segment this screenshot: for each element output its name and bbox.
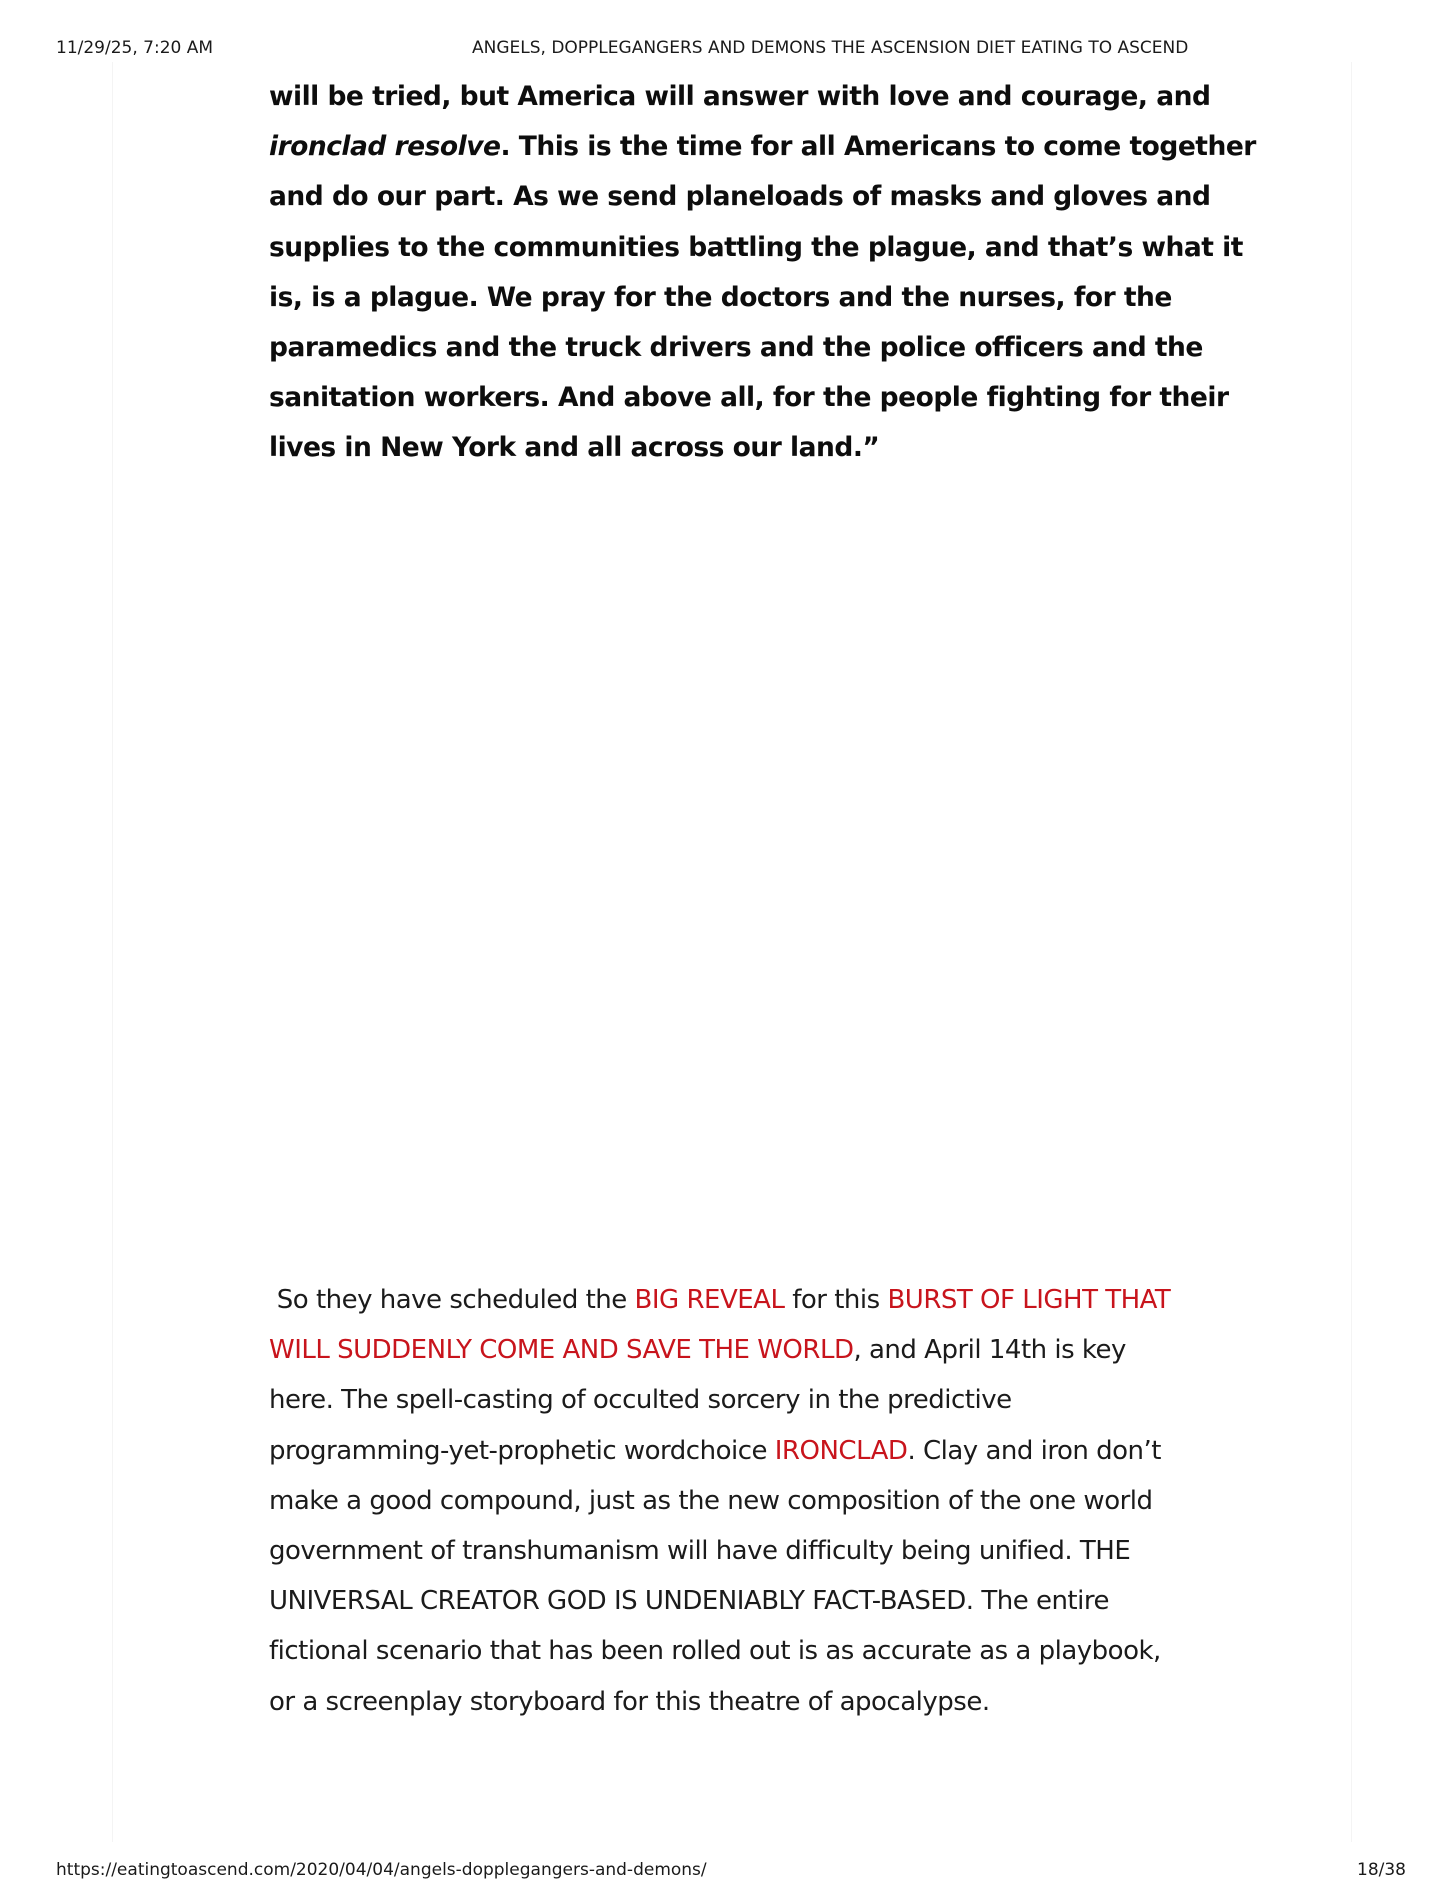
quote-line: sanitation workers. And above all, for the people fighting for their (269, 382, 1229, 414)
quote-line: supplies to the communities battling the plague, and that’s what it (269, 231, 1243, 263)
body-paragraph-block (269, 1275, 1199, 1727)
body-text: . Clay and iron don’t (907, 1435, 1161, 1466)
quote-line: lives in New York and all across our land.” (269, 432, 880, 464)
body-text: for this (784, 1285, 888, 1315)
body-line: here. The spell-casting of occulted sorcery in the predictive (269, 1385, 1012, 1416)
body-line (269, 1275, 1199, 1325)
quote-line: is, is a plague. We pray for the doctors and the nurses, for the (269, 281, 1172, 313)
body-line: fictional scenario that has been rolled out is as accurate as a playbook, (269, 1636, 1161, 1667)
highlight-burst-of-light: BURST OF LIGHT THAT (887, 1285, 1171, 1315)
body-text: , and April 14th is key (853, 1335, 1126, 1366)
body-text: So they have scheduled the (269, 1285, 635, 1315)
body-line (269, 1325, 1199, 1375)
quote-paragraph (269, 72, 1256, 474)
print-datetime: 11/29/25, 7:20 AM (56, 38, 214, 58)
highlight-big-reveal: BIG REVEAL (634, 1285, 785, 1315)
body-text: programming-yet-prophetic wordchoice (269, 1435, 775, 1466)
body-line: make a good compound, just as the new composition of the one world (269, 1485, 1153, 1516)
quote-block (269, 72, 1256, 474)
quote-line-rest: . This is the time for all Americans to come together (500, 131, 1256, 163)
body-paragraph (269, 1275, 1199, 1727)
body-line (269, 1426, 1199, 1476)
highlight-save-the-world: WILL SUDDENLY COME AND SAVE THE WORLD (269, 1335, 854, 1366)
print-page-title: ANGELS, DOPPLEGANGERS AND DEMONS THE ASCENSION DIET EATING TO ASCEND (472, 38, 1189, 58)
print-url: https://eatingtoascend.com/2020/04/04/angels-dopplegangers-and-demons/ (56, 1860, 707, 1880)
highlight-ironclad: IRONCLAD (774, 1435, 908, 1466)
body-line: UNIVERSAL CREATOR GOD IS UNDENIABLY FACT-BASED. The entire (269, 1586, 1109, 1617)
quote-line (269, 122, 1256, 172)
print-footer (0, 1860, 1456, 1884)
quote-line: paramedics and the truck drivers and the police officers and the (269, 332, 1203, 364)
print-page-number: 18/38 (1357, 1860, 1406, 1880)
body-line: or a screenplay storyboard for this theatre of apocalypse. (269, 1686, 990, 1717)
body-line: government of transhumanism will have difficulty being unified. THE (269, 1536, 1131, 1567)
quote-emphasis: ironclad resolve (269, 131, 501, 163)
quote-line: and do our part. As we send planeloads of masks and gloves and (269, 181, 1211, 213)
quote-line: will be tried, but America will answer with love and courage, and (269, 81, 1211, 112)
print-header (0, 38, 1456, 62)
